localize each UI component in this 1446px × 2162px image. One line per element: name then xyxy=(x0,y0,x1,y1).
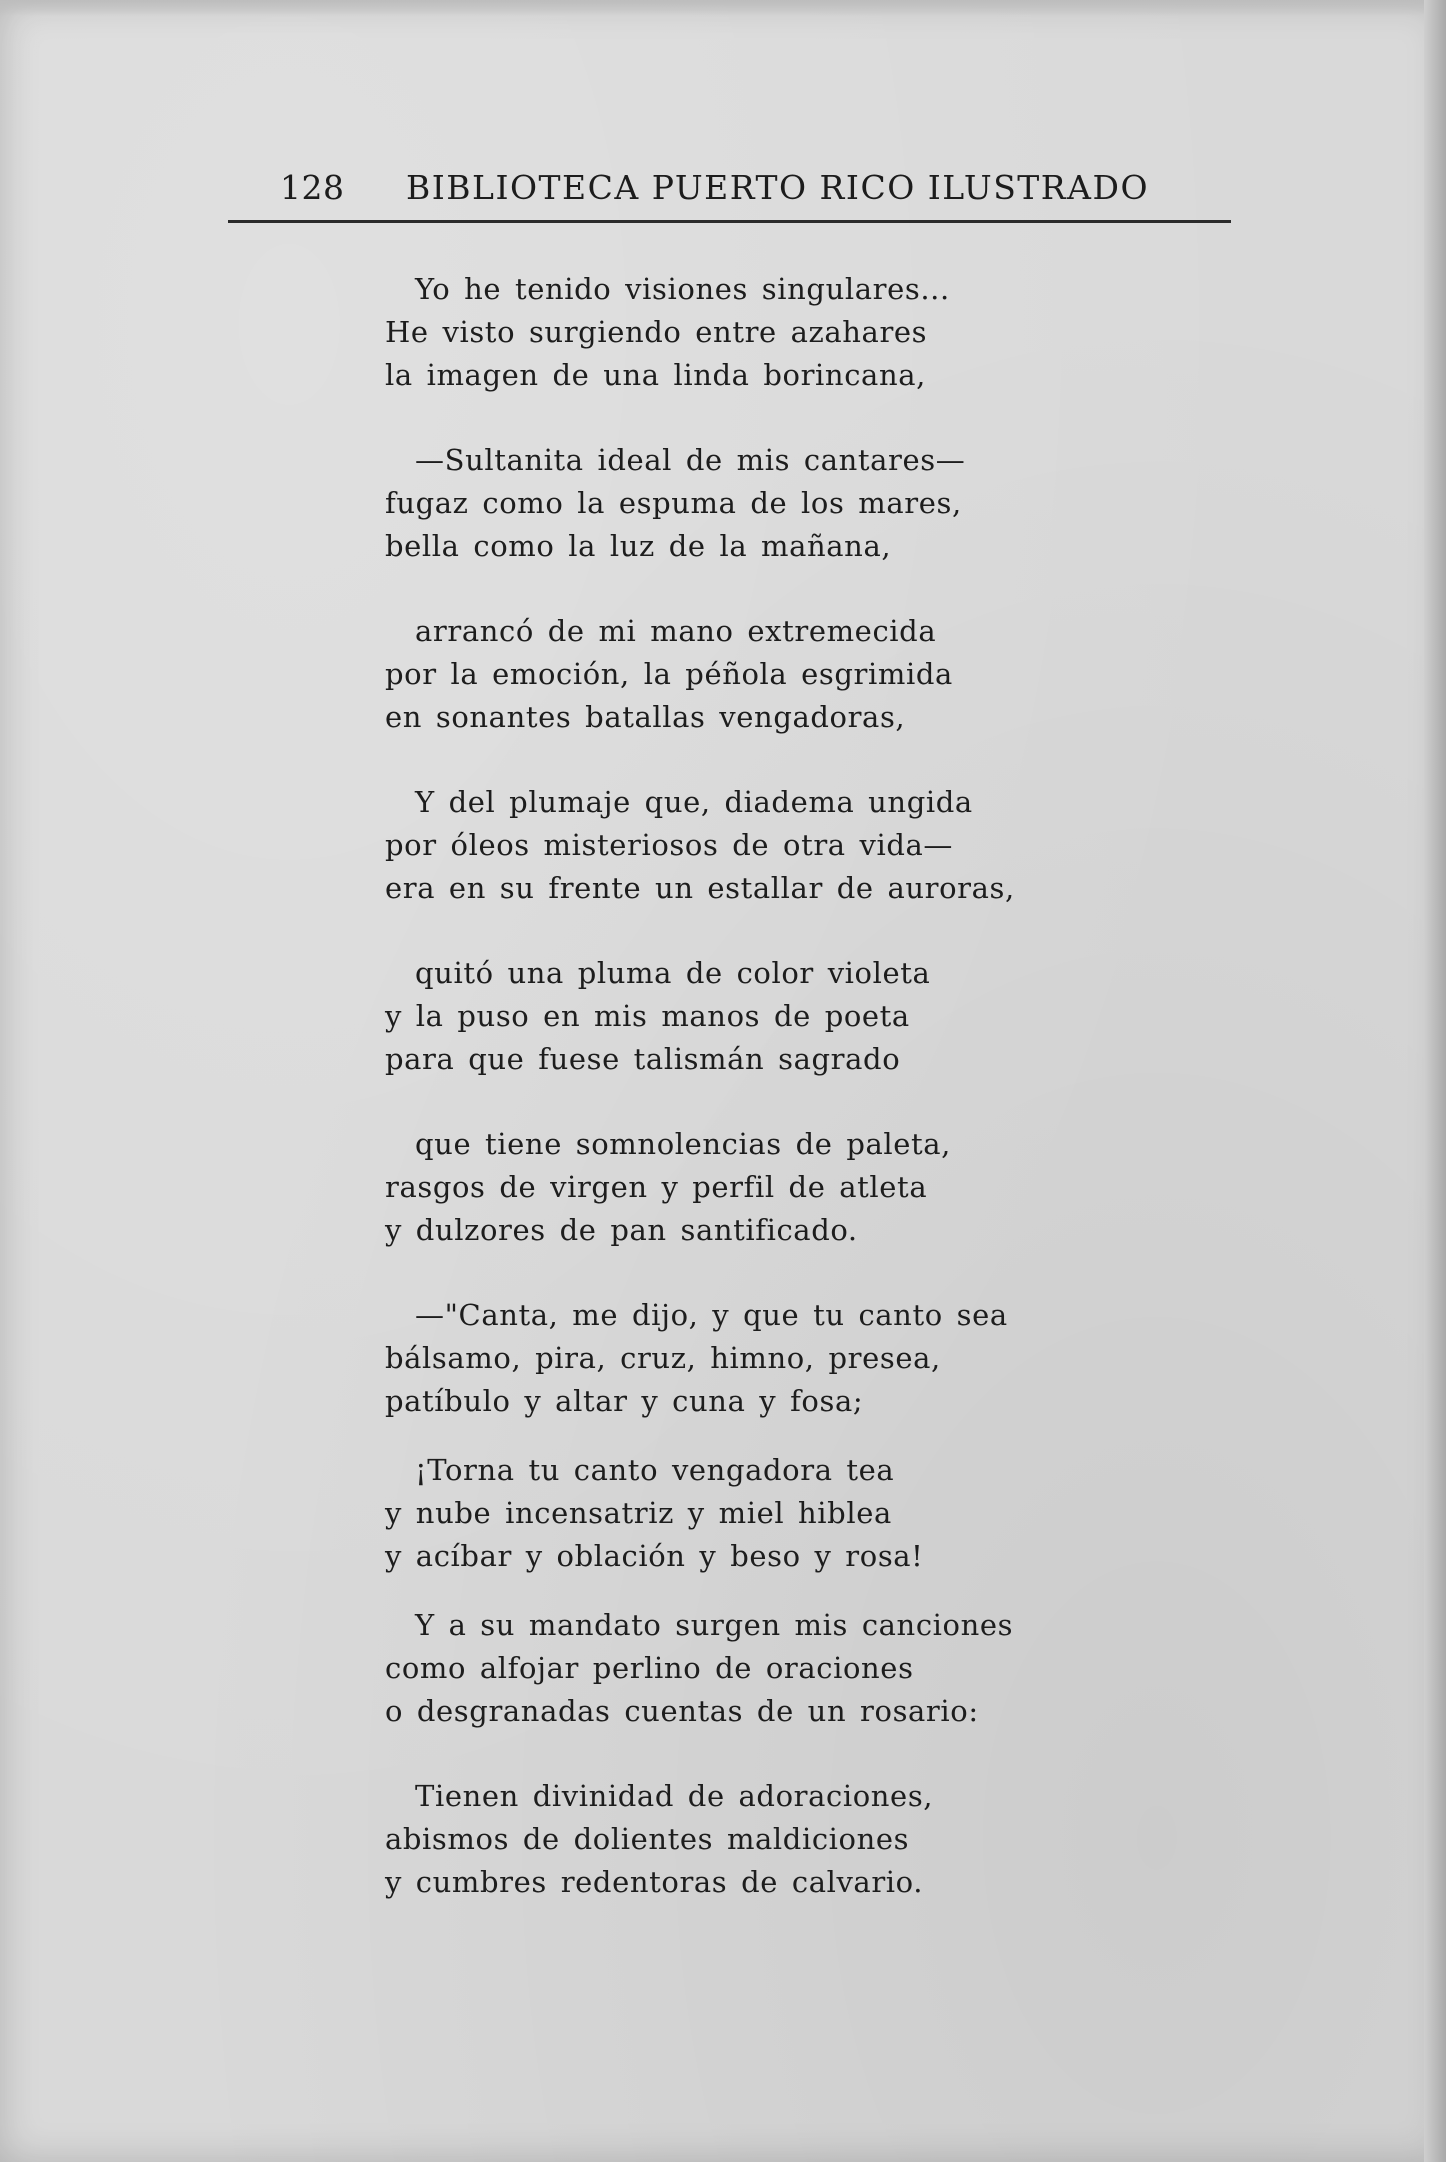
verse-line: era en su frente un estallar de auroras, xyxy=(385,871,1015,905)
stanza xyxy=(385,1294,1145,1423)
verse-line: como alfojar perlino de oraciones xyxy=(385,1651,914,1685)
verse-line: Tienen divinidad de adoraciones, xyxy=(415,1779,934,1813)
stanza xyxy=(385,781,1145,910)
verse-line: en sonantes batallas vengadoras, xyxy=(385,700,906,734)
verse-line: la imagen de una linda borincana, xyxy=(385,358,926,392)
stanza xyxy=(385,439,1145,568)
verse-line: por la emoción, la péñola esgrimida xyxy=(385,657,953,691)
verse-line: y acíbar y oblación y beso y rosa! xyxy=(385,1539,924,1573)
verse-line: —Sultanita ideal de mis cantares— xyxy=(415,443,966,477)
verse-line: rasgos de virgen y perfil de atleta xyxy=(385,1170,928,1204)
verse-line: que tiene somnolencias de paleta, xyxy=(415,1127,951,1161)
stanza xyxy=(385,1775,1145,1904)
verse-line: y nube incensatriz y miel hiblea xyxy=(385,1496,892,1530)
verse-line: Y a su mandato surgen mis canciones xyxy=(415,1608,1014,1642)
running-title: BIBLIOTECA PUERTO RICO ILUSTRADO xyxy=(406,168,1149,207)
verse-line: Yo he tenido visiones singulares... xyxy=(415,272,950,306)
verse-line: —"Canta, me dijo, y que tu canto sea xyxy=(415,1298,1008,1332)
verse-line: arrancó de mi mano extremecida xyxy=(415,614,937,648)
stanza xyxy=(385,1123,1145,1252)
stanza xyxy=(385,952,1145,1081)
verse-line: He visto surgiendo entre azahares xyxy=(385,315,928,349)
verse-line: bálsamo, pira, cruz, himno, presea, xyxy=(385,1341,941,1375)
page-number: 128 xyxy=(280,168,345,207)
verse-line: o desgranadas cuentas de un rosario: xyxy=(385,1694,979,1728)
verse-line: quitó una pluma de color violeta xyxy=(415,956,931,990)
verse-line: fugaz como la espuma de los mares, xyxy=(385,486,962,520)
stanza xyxy=(385,1449,1145,1578)
verse-line: ¡Torna tu canto vengadora tea xyxy=(415,1453,895,1487)
header-rule xyxy=(228,220,1231,223)
poem xyxy=(385,268,1145,1946)
verse-line: para que fuese talismán sagrado xyxy=(385,1042,901,1076)
page-right-edge xyxy=(1424,0,1446,2162)
stanza xyxy=(385,268,1145,397)
verse-line: y la puso en mis manos de poeta xyxy=(385,999,910,1033)
page-header xyxy=(228,168,1231,220)
verse-line: bella como la luz de la mañana, xyxy=(385,529,892,563)
verse-line: Y del plumaje que, diadema ungida xyxy=(415,785,973,819)
verse-line: y cumbres redentoras de calvario. xyxy=(385,1865,924,1899)
stanza xyxy=(385,1604,1145,1733)
verse-line: por óleos misteriosos de otra vida— xyxy=(385,828,954,862)
verse-line: patíbulo y altar y cuna y fosa; xyxy=(385,1384,864,1418)
stanza xyxy=(385,610,1145,739)
verse-line: abismos de dolientes maldiciones xyxy=(385,1822,910,1856)
page-top-edge xyxy=(0,0,1446,16)
verse-line: y dulzores de pan santificado. xyxy=(385,1213,858,1247)
